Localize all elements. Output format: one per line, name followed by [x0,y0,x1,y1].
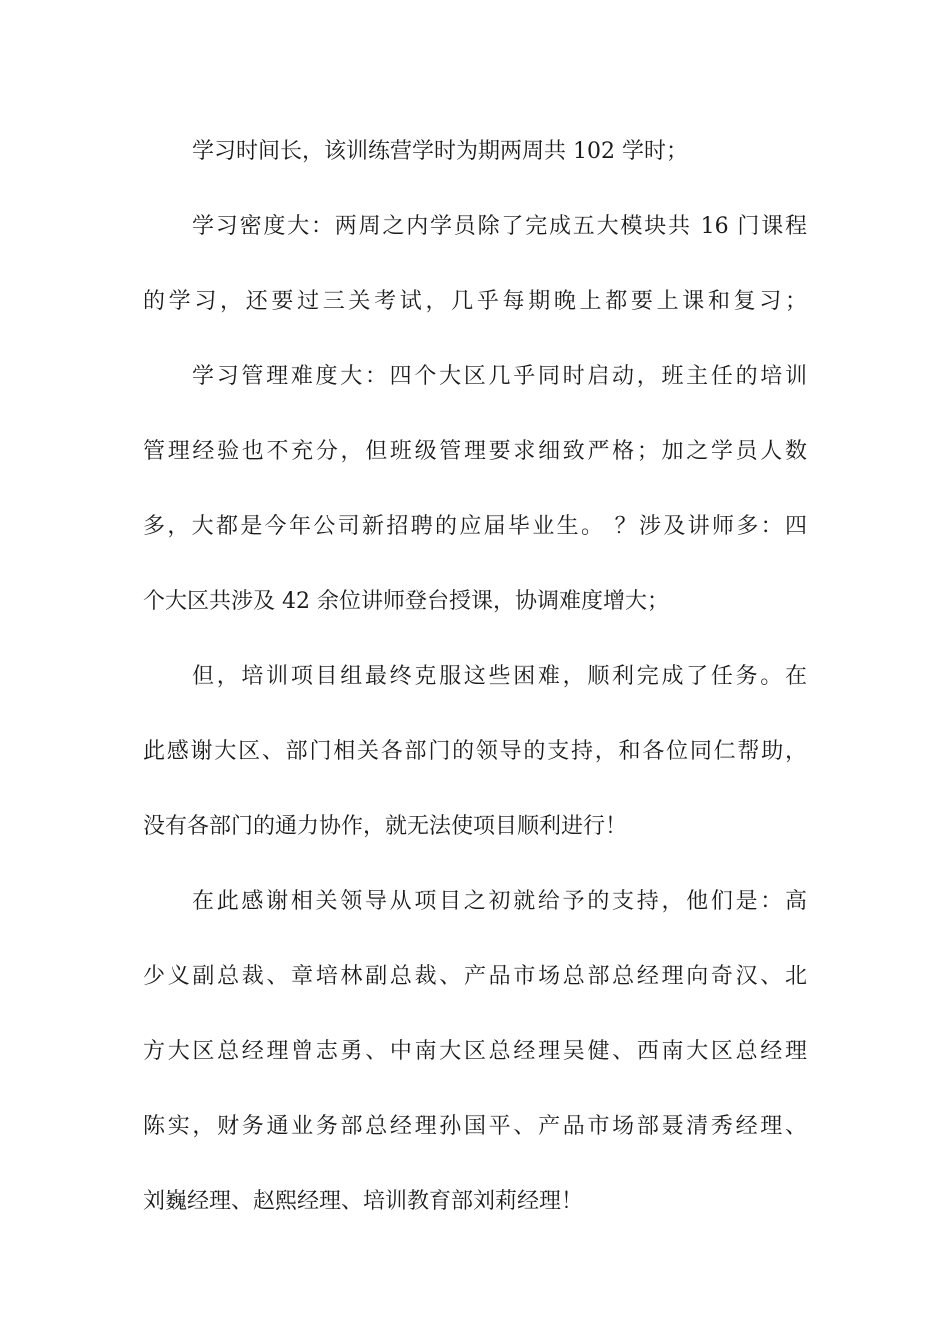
paragraph-line: 刘巍经理、赵熙经理、培训教育部刘莉经理！ [143,1189,584,1214]
paragraph-line: 此感谢大区、部门相关各部门的领导的支持，和各位同仁帮助， [143,739,807,764]
paragraph-line: 方大区总经理曾志勇、中南大区总经理吴健、西南大区总经理 [143,1039,807,1064]
paragraph-line: 多，大都是今年公司新招聘的应届毕业生。 ？涉及讲师多：四 [143,514,807,539]
document-body [143,129,807,1254]
paragraph-line: 的学习，还要过三关考试，几乎每期晚上都要上课和复习； [143,289,807,314]
paragraph-line: 陈实，财务通业务部总经理孙国平、产品市场部聂清秀经理、 [143,1114,807,1139]
paragraph-line: 学习管理难度大：四个大区几乎同时启动，班主任的培训 [192,364,807,389]
paragraph-line: 在此感谢相关领导从项目之初就给予的支持，他们是：高 [192,889,807,914]
paragraph-line: 学习密度大：两周之内学员除了完成五大模块共 16 门课程 [192,214,807,239]
paragraph-line: 少义副总裁、章培林副总裁、产品市场总部总经理向奇汉、北 [143,964,807,989]
paragraph-line: 但，培训项目组最终克服这些困难，顺利完成了任务。在 [192,664,807,689]
paragraph-line: 没有各部门的通力协作，就无法使项目顺利进行！ [143,814,628,839]
paragraph-line: 学习时间长，该训练营学时为期两周共 102 学时； [192,139,688,164]
paragraph-line: 个大区共涉及 42 余位讲师登台授课，协调难度增大； [143,589,669,614]
paragraph-line: 管理经验也不充分，但班级管理要求细致严格；加之学员人数 [143,439,807,464]
